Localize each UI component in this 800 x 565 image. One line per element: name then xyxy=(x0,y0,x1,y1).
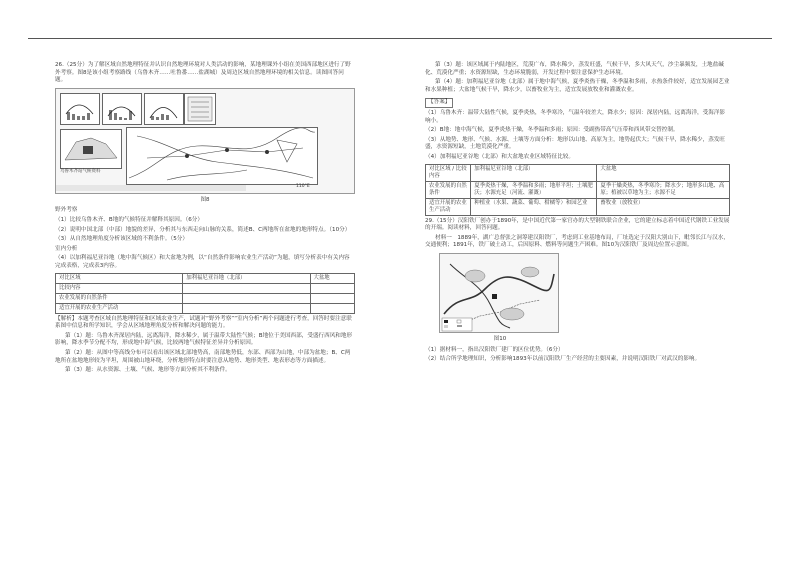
q29-stem: 29.（15分）汉阳铁厂创办于1890年，是中国近代第一家官办的大型钢铁联合企业，它的建立标志着中国近代钢铁工业发展的开端。阅读材料，回答问题。 xyxy=(425,217,730,232)
indoor-q4: （4）以加利福尼亚谷地（地中海气候区）和大盆地为例，以“自然条件影响农业生产活动”为题，填写分析表中有关内容完成表格，完成表3内容。 xyxy=(55,255,350,269)
table-header: 对比区域 / 比较内容 xyxy=(426,164,471,181)
table-cell xyxy=(310,283,355,293)
table-header: 对比区域 xyxy=(56,273,183,283)
analysis-table-blank xyxy=(55,273,355,314)
answer-1: （1）乌鲁木齐：温带大陆性气候，夏季炎热，冬季寒冷，气温年较差大，降水少；原因：深居内陆，远离海洋，受海洋影响小。 xyxy=(425,109,726,124)
table-header: 大盆地 xyxy=(310,273,355,283)
fig8-caption: 图8 xyxy=(200,196,210,203)
table-header: 大盆地 xyxy=(597,164,730,181)
left-column xyxy=(55,62,355,377)
table-header: 加利福尼亚谷地（北部） xyxy=(183,273,310,283)
table-row xyxy=(56,283,355,293)
climate-chart-1 xyxy=(60,93,100,125)
table-cell xyxy=(310,303,355,313)
field-q2: （2）说明中国北部（中部）地貌的差异，分析其与东西走向山脉的关系，简述B、C两地所在盆地的地形特点。（10分） xyxy=(55,226,351,233)
analysis-p1: 第（1）题：乌鲁木齐深居内陆，远离海洋，降水稀少，属于温带大陆性气候；B地位于美国西部，受盛行西风和地形影响，降水季节分配不均，形成地中海气候，比较两地气候特征差异并分析原因。 xyxy=(55,332,353,347)
fig8-label-temp: 乌鲁木齐站气候资料 xyxy=(60,168,101,174)
table-row xyxy=(56,293,355,303)
table-cell: 畜牧业（放牧业） xyxy=(597,198,730,215)
table-cell: 夏季干燥炎热，冬季寒冷；降水少；地形多山地、高原；植被以草地为主；水源不足 xyxy=(597,181,730,198)
answer-2: （2）B地：地中海气候，夏季炎热干燥，冬季温和多雨；原因：受副热带高气压带和西风带交替控制。 xyxy=(425,127,679,134)
table-cell xyxy=(310,293,355,303)
table-cell xyxy=(183,283,310,293)
table-cell xyxy=(183,303,310,313)
indoor-title: 室内分析 xyxy=(55,245,78,252)
q26-stem: 26.（25分）为了解区域自然地理特征并认识自然地理环境对人类活动的影响，某地理课外小组在美国西部地区进行了野外考察。图8是该小组考察路线（乌鲁木齐……吐鲁番……盐湖城）及周边区域自然地理环境的相关信息。读图回答问题。 xyxy=(55,62,351,84)
q29-q2: （2）结合所学地理知识，分析影响1893年以前汉阳铁厂生产经营的主要因素，并说明汉阳铁厂对武汉的影响。 xyxy=(425,356,701,363)
table-cell: 夏季炎热干燥，冬季温和多雨；地形平坦；土壤肥沃；水源充足（河流、灌溉） xyxy=(471,181,597,198)
answer-table xyxy=(425,164,730,216)
small-inset-map xyxy=(60,129,122,169)
answer-table-title: （4）加利福尼亚谷地（北部）和大盆地农业区域特征比较。 xyxy=(425,153,574,160)
right-p2: 第（4）题：加利福尼亚谷地（北部）属于地中海气候，夏季炎热干燥，冬季温和多雨，水热条件较好，适宜发展园艺业和水果种植；大盆地气候干旱，降水少，以畜牧业为主，适宜发展放牧业和灌溉农业。 xyxy=(425,79,730,93)
table-header: 加利福尼亚谷地（北部） xyxy=(471,164,597,181)
legend-box xyxy=(184,93,216,125)
field-q1: （1）比较乌鲁木齐、B地的气候特征并解释其原因。（6分） xyxy=(55,216,203,223)
climate-chart-3 xyxy=(144,93,184,125)
table-cell: 农业发展的自然条件 xyxy=(426,181,471,198)
table-row xyxy=(426,181,730,198)
analysis-p3: 第（3）题：从水资源、土壤、气候、地形等方面分析其不利条件。 xyxy=(65,367,231,374)
table-row xyxy=(56,303,355,313)
fig8-label-lon: 110°E xyxy=(296,183,310,189)
map-legend-strip xyxy=(56,185,246,191)
table-cell: 农业发展的自然条件 xyxy=(56,293,183,303)
table-cell xyxy=(183,293,310,303)
fig10-caption: 图10 xyxy=(493,335,507,342)
q29-q1: （1）据材料一，指出汉阳铁厂建厂的区位优势。（6分） xyxy=(425,346,564,353)
header-rule xyxy=(28,38,772,39)
climate-chart-2 xyxy=(102,93,142,125)
table-row xyxy=(426,198,730,215)
main-region-map xyxy=(126,127,318,185)
field-q3: （3）从自然地理角度分析该区域的不利条件。（5分） xyxy=(55,236,188,243)
answer-3: （3）从地势、地形、气候、水源、土壤等方面分析：地形以山地、高原为主，地势起伏大；气候干旱，降水稀少，蒸发旺盛，水资源短缺，土地荒漠化严重。 xyxy=(425,136,726,151)
figure-8 xyxy=(55,88,355,194)
analysis-intro: 【解析】本题考查区域自然地理特征和区域农业生产，试题对“野外考察”“室内分析”两个问题进行考查，回答时要注意联系图中信息和所学知识，学会从区域地理角度分析和解决问题的能力。 xyxy=(55,315,352,330)
table-cell: 比较内容 xyxy=(56,283,183,293)
answer-label: 【答案】 xyxy=(425,98,453,108)
field-title: 野外考察 xyxy=(55,207,78,214)
table-cell: 种植业（水果、蔬菜、葡萄、柑橘等）和园艺业 xyxy=(471,198,597,215)
right-p1: 第（3）题：该区域属于内陆地区，荒漠广布，降水稀少，蒸发旺盛，气候干旱，多大风天气，沙尘暴频发，土地盐碱化、荒漠化严重；水资源短缺，生态环境脆弱，开发过程中要注意保护生态环境。 xyxy=(425,62,724,76)
analysis-p2: 第（2）题：从图中等高线分布可以看出该区域北部地势高，南部地势低，东部、西部为山地，中部为盆地；B、C两地所在盆地地形较为平坦，周围被山地环绕，分析地形特点时要注意从地势、地形类型、地表形态等方面描述。 xyxy=(55,349,351,364)
table-cell: 适宜开展的农业生产活动 xyxy=(56,303,183,313)
figure-10 xyxy=(439,253,559,333)
right-column xyxy=(425,62,730,366)
q29-material1: 材料一 1889年，湖广总督张之洞筹建汉阳铁厂，考虑到工业基地布局，厂址选定于汉阳大别山下，毗邻长江与汉水，交通便利；1891年，铁厂破土动工，后因原料、燃料等问题生产困难。图10为汉阳铁厂及周边位置示意图。 xyxy=(425,234,729,249)
table-cell: 适宜开展的农业生产活动 xyxy=(426,198,471,215)
